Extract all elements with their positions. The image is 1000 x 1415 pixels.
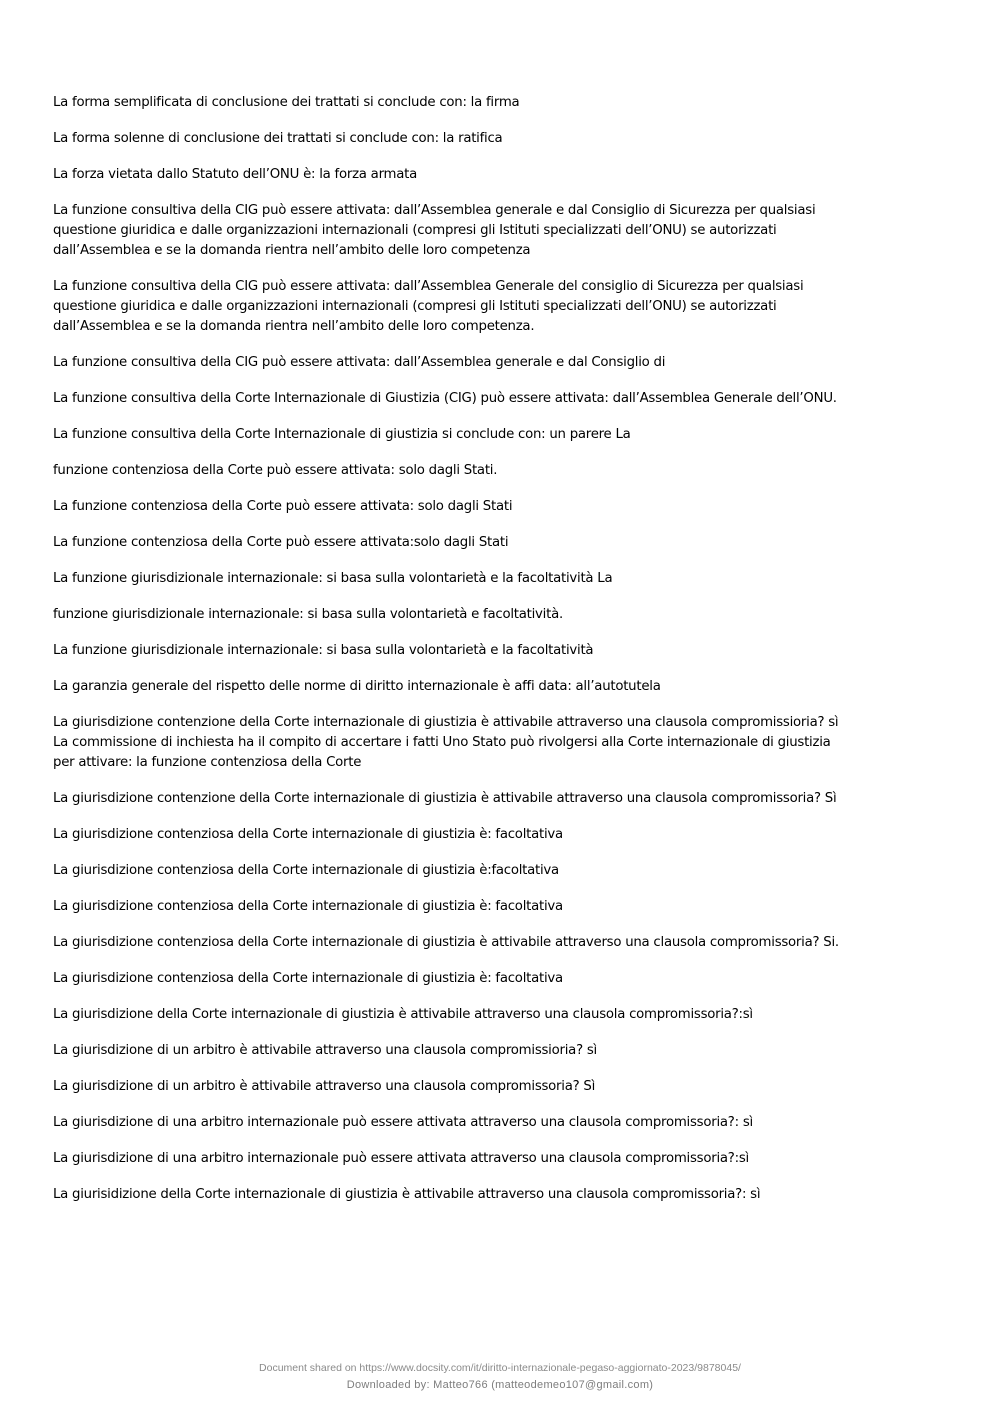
paragraph: La funzione consultiva della CIG può essere attivata: dall’Assemblea generale e dal Consiglio di Sicurezza per qualsiasi questione giuridica e dalle organizzazioni internazionali (compresi gli Istituti specializzati dell’ONU) se autorizzati dall’Assemblea e se la domanda rientra nell’ambito delle loro competenza [53,203,816,258]
document-body [53,93,953,1221]
footer-downloaded-by: Downloaded by: Matteo766 (matteodemeo107@gmail.com) [346,1379,654,1391]
paragraph: funzione contenziosa della Corte può essere attivata: solo dagli Stati. [53,463,498,478]
paragraph: La giurisdizione contenziosa della Corte internazionale di giustizia è attivabile attraverso una clausola compromissoria? Si. [53,935,839,950]
footer-shared-notice: Document shared on https://www.docsity.com/it/diritto-internazionale-pegaso-aggiornato-2023/9878045/ [259,1362,741,1374]
paragraph: La giurisdizione della Corte internazionale di giustizia è attivabile attraverso una clausola compromissoria?:sì [53,1007,753,1022]
paragraph: La giurisdizione di un arbitro è attivabile attraverso una clausola compromissioria? sì [53,1043,597,1058]
paragraph: La funzione consultiva della Corte Internazionale di giustizia si conclude con: un parere La [53,427,631,442]
paragraph: La giurisdizione contenziosa della Corte internazionale di giustizia è: facoltativa [53,899,563,914]
paragraph: funzione giurisdizionale internazionale: si basa sulla volontarietà e facoltatività. [53,607,563,622]
paragraph: La giurisdizione contenzione della Corte internazionale di giustizia è attivabile attraverso una clausola compromissoria? Sì [53,791,837,806]
paragraph: La forza vietata dallo Statuto dell’ONU è: la forza armata [53,167,418,182]
paragraph: La garanzia generale del rispetto delle norme di diritto internazionale è affi data: all’autotutela [53,679,661,694]
paragraph: La giurisdizione contenziosa della Corte internazionale di giustizia è:facoltativa [53,863,559,878]
paragraph: La funzione giurisdizionale internazionale: si basa sulla volontarietà e la facoltatività [53,643,594,658]
paragraph: La giurisdizione contenzione della Corte internazionale di giustizia è attivabile attraverso una clausola compromissioria? sì La commissione di inchiesta ha il compito di accertare i fatti Uno Stato può rivolgersi alla Corte internazionale di giustizia per attivare: la funzione contenziosa della Corte [53,715,839,770]
paragraph: La funzione contenziosa della Corte può essere attivata:solo dagli Stati [53,535,509,550]
paragraph: La funzione consultiva della CIG può essere attivata: dall’Assemblea Generale del consiglio di Sicurezza per qualsiasi questione giuridica e dalle organizzazioni internazionali (compresi gli Istituti specializzati dell’ONU) se autorizzati dall’Assemblea e se la domanda rientra nell’ambito delle loro competenza. [53,279,804,334]
paragraph: La funzione consultiva della Corte Internazionale di Giustizia (CIG) può essere attivata: dall’Assemblea Generale dell’ONU. [53,391,837,406]
paragraph: La giurisdizione di una arbitro internazionale può essere attivata attraverso una clausola compromissoria?: sì [53,1115,753,1130]
paragraph: La giurisdizione contenziosa della Corte internazionale di giustizia è: facoltativa [53,971,563,986]
paragraph: La giurisidizione della Corte internazionale di giustizia è attivabile attraverso una clausola compromissoria?: sì [53,1187,761,1202]
paragraph: La forma solenne di conclusione dei trattati si conclude con: la ratifica [53,131,503,146]
paragraph: La giurisdizione di un arbitro è attivabile attraverso una clausola compromissoria? Sì [53,1079,596,1094]
paragraph: La funzione consultiva della CIG può essere attivata: dall’Assemblea generale e dal Consiglio di [53,355,666,370]
paragraph: La funzione giurisdizionale internazionale: si basa sulla volontarietà e la facoltatività La [53,571,613,586]
paragraph: La funzione contenziosa della Corte può essere attivata: solo dagli Stati [53,499,513,514]
paragraph: La forma semplificata di conclusione dei trattati si conclude con: la firma [53,95,520,110]
paragraph: La giurisdizione di una arbitro internazionale può essere attivata attraverso una clausola compromissoria?:sì [53,1151,749,1166]
paragraph: La giurisdizione contenziosa della Corte internazionale di giustizia è: facoltativa [53,827,563,842]
